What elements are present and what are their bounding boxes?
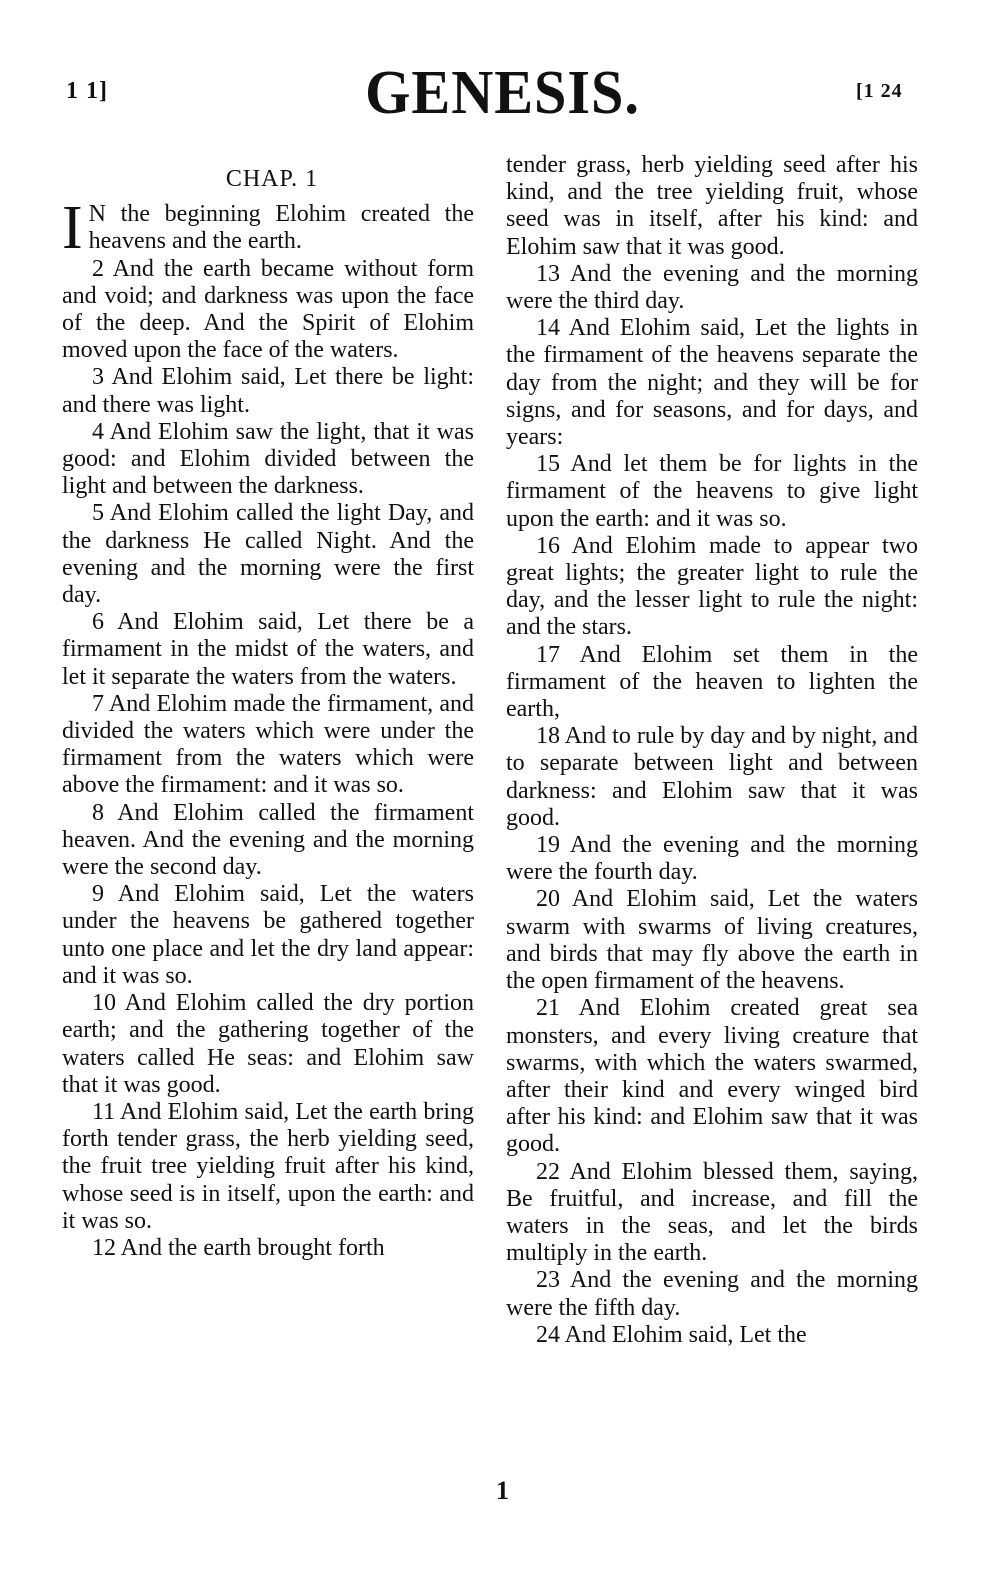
- verse-6: 6 And Elohim said, Let there be a firmament in the midst of the waters, and let it separate the waters from the waters.: [62, 609, 474, 690]
- text-column-right: [506, 152, 918, 1349]
- verse-8: 8 And Elohim called the firmament heaven. And the evening and the morning were the second day.: [62, 799, 474, 881]
- verse-24: 24 And Elohim said, Let the: [536, 1321, 807, 1348]
- page-header: [0, 0, 1005, 150]
- verse-5: 5 And Elohim called the light Day, and the darkness He called Night. And the evening and the morning were the first day.: [62, 500, 474, 609]
- running-reference-right: [1 24: [856, 80, 903, 102]
- verse-21: 21 And Elohim created great sea monsters, and every living creature that swarms, with which the waters swarmed, after their kind and every winged bird after his kind: and Elohim saw that it was good.: [506, 995, 918, 1158]
- verse-16: 16 And Elohim made to appear two great lights; the greater light to rule the day, and the lesser light to rule the night: and the stars.: [506, 532, 918, 641]
- verse-2: 2 And the earth became without form and void; and darkness was upon the face of the deep. And the Spirit of Elohim moved upon the face of the waters.: [62, 255, 474, 364]
- text-column-left: [62, 152, 474, 1262]
- verse-11: 11 And Elohim said, Let the earth bring forth tender grass, the herb yielding seed, the fruit tree yielding fruit after his kind, whose seed is in itself, upon the earth: and it was so.: [62, 1098, 474, 1234]
- verse-18: 18 And to rule by day and by night, and to separate between light and between darkness: and Elohim saw that it was good.: [506, 723, 918, 831]
- verse-17: 17 And Elohim set them in the firmament of the heaven to lighten the earth,: [506, 641, 918, 723]
- verse-15: 15 And let them be for lights in the firmament of the heavens to give light upon the earth: and it was so.: [506, 451, 918, 532]
- verse-14: 14 And Elohim said, Let the lights in the firmament of the heavens separate the day from the night; and they will be for signs, and for seasons, and for days, and years:: [506, 315, 918, 451]
- chapter-heading: CHAP. 1: [225, 166, 319, 192]
- verse-9: 9 And Elohim said, Let the waters under the heavens be gathered together unto one place and let the dry land appear: and it was so.: [62, 881, 474, 989]
- verse-7: 7 And Elohim made the firmament, and divided the waters which were under the firmament from the waters which were above the firmament: and it was so.: [62, 690, 474, 799]
- verse-20: 20 And Elohim said, Let the waters swarm with swarms of living creatures, and birds that may fly above the earth in the open firmament of the heavens.: [506, 886, 918, 995]
- book-title: GENESIS.: [365, 59, 640, 127]
- verse-13: 13 And the evening and the morning were the third day.: [506, 260, 918, 315]
- verse-19: 19 And the evening and the morning were the fourth day.: [506, 832, 918, 886]
- verse-10: 10 And Elohim called the dry portion earth; and the gathering together of the waters called He seas: and Elohim saw that it was good.: [62, 990, 474, 1098]
- verse-text: N the beginning Elohim created the heavens and the earth.: [88, 201, 474, 255]
- verse-4: 4 And Elohim saw the light, that it was good: and Elohim divided between the light and between the darkness.: [62, 418, 474, 500]
- verse-12: 12 And the earth brought forth: [92, 1234, 385, 1261]
- running-reference-left: 1 1]: [66, 78, 108, 104]
- page-number: 1: [496, 1476, 509, 1505]
- verse-12-continued: tender grass, herb yielding seed after his kind, and the tree yielding fruit, whose seed was in itself, after his kind: and Elohim saw that it was good.: [506, 152, 918, 260]
- verse-23: 23 And the evening and the morning were the fifth day.: [506, 1267, 918, 1321]
- verse-1: [62, 194, 474, 263]
- verse-3: 3 And Elohim said, Let there be light: and there was light.: [62, 364, 474, 418]
- verse-22: 22 And Elohim blessed them, saying, Be fruitful, and increase, and fill the waters in the seas, and let the birds multiply in the earth.: [506, 1158, 918, 1267]
- drop-cap: I: [62, 194, 83, 263]
